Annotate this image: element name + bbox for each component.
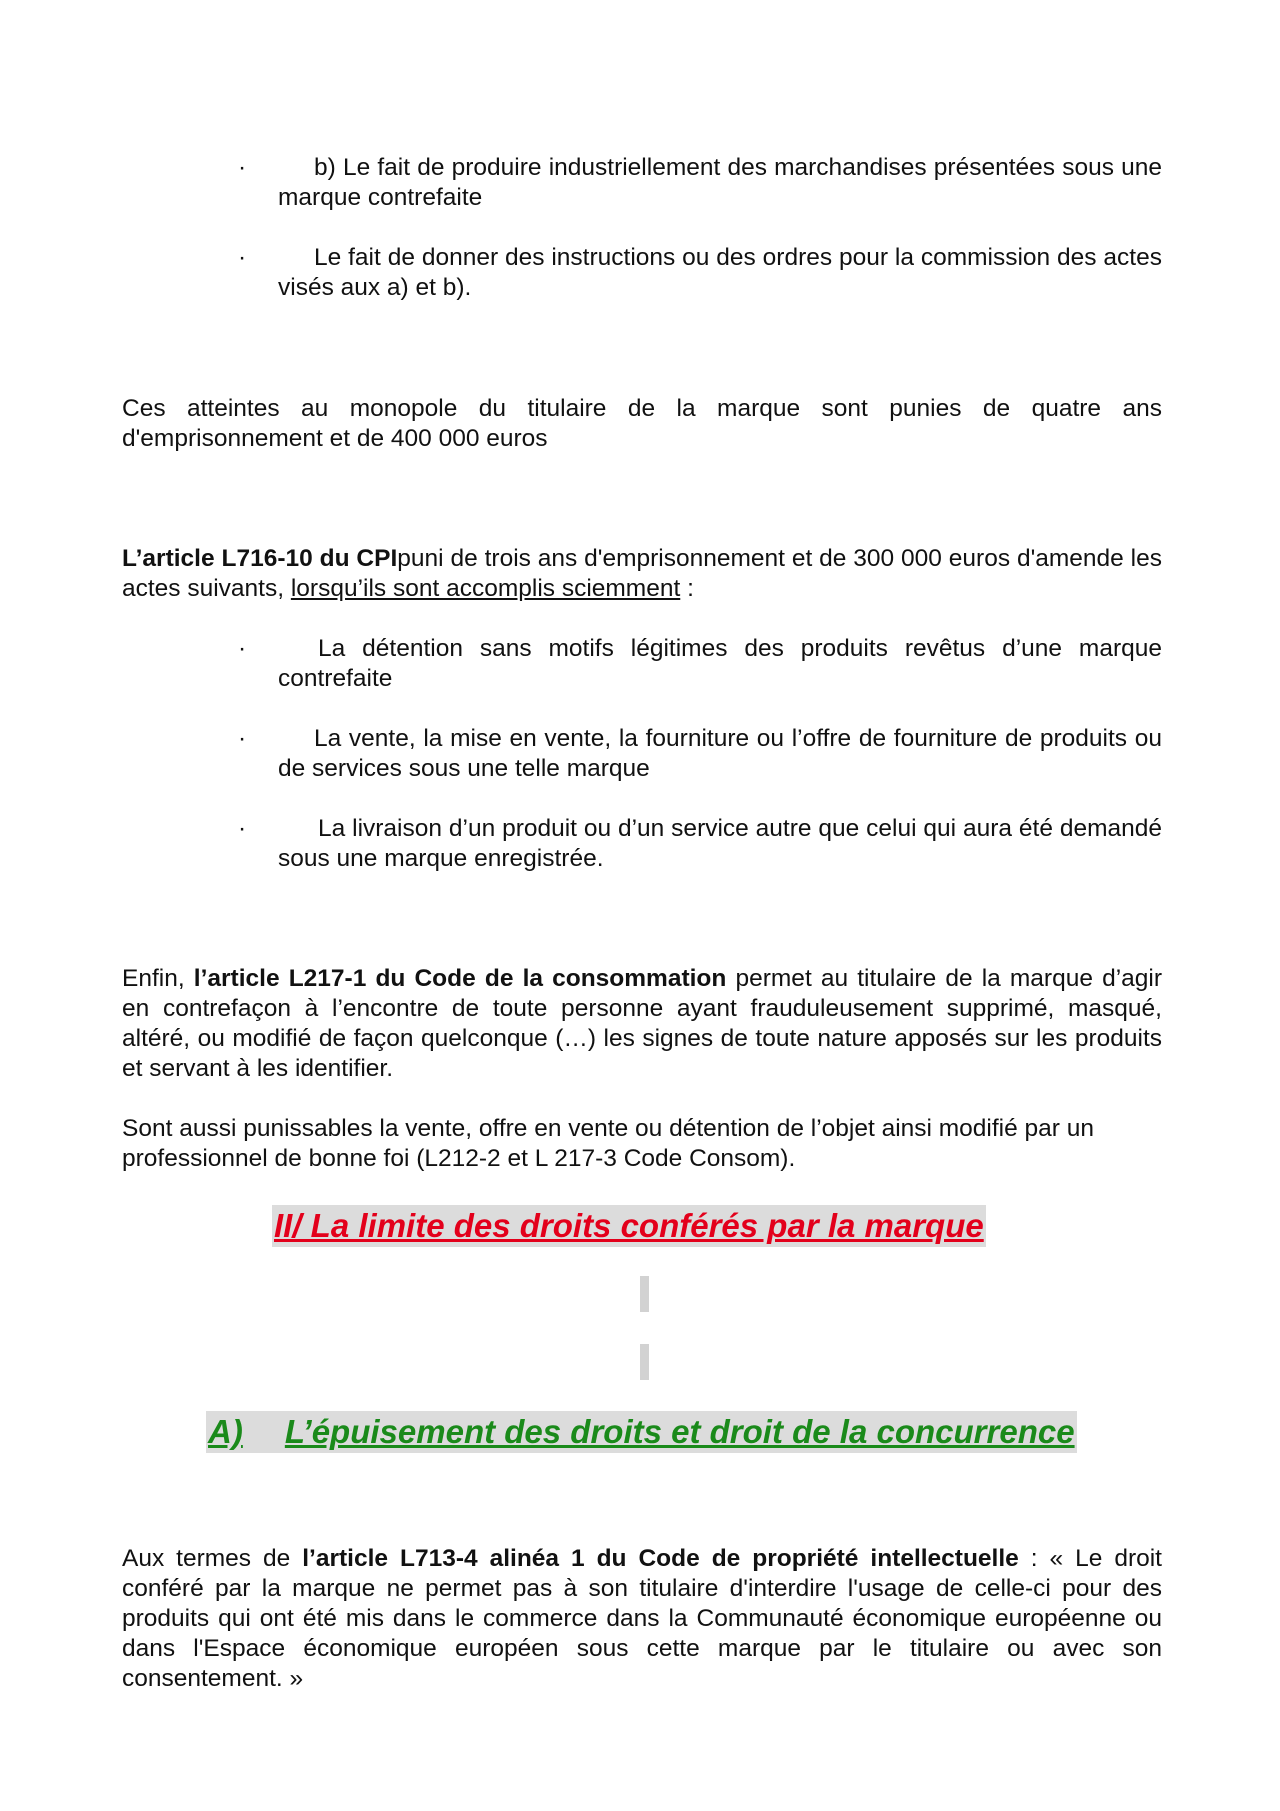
bullet-marker: · bbox=[238, 635, 247, 662]
subsection-heading bbox=[206, 1411, 1077, 1453]
bullet-item bbox=[236, 243, 1162, 303]
paragraph-l217 bbox=[122, 964, 1162, 1084]
article-reference: L’article L716-10 du CPI bbox=[122, 545, 398, 572]
paragraph-text: Enfin, bbox=[122, 965, 194, 992]
paragraph-l716 bbox=[122, 544, 1162, 604]
article-reference: l’article L713-4 alinéa 1 du Code de propriété intellectuelle bbox=[302, 1545, 1019, 1572]
subsection-number: A) bbox=[208, 1413, 243, 1450]
highlight-marker bbox=[640, 1344, 649, 1380]
bullet-item bbox=[236, 814, 1162, 874]
bullet-text: La livraison d’un produit ou d’un service autre que celui qui aura été demandé sous une marque enregistrée. bbox=[278, 815, 1162, 872]
paragraph-penalties: Ces atteintes au monopole du titulaire de la marque sont punies de quatre ans d'emprisonnement et de 400 000 euros bbox=[122, 395, 1162, 452]
paragraph-text: : « Le droit conféré par la marque ne permet pas à son titulaire d'interdire l'usage de celle-ci pour des produits qui ont été mis dans le commerce dans la Communauté économique européenne ou dans l'Espace économique européen sous cette marque par le titulaire ou avec son consentement. » bbox=[122, 1545, 1162, 1692]
section-heading: II/ La limite des droits conférés par la marque bbox=[272, 1205, 986, 1247]
bullet-text: b) Le fait de produire industriellement des marchandises présentées sous une marque contrefaite bbox=[278, 154, 1162, 211]
bullet-item bbox=[236, 634, 1162, 694]
underlined-text: lorsqu’ils sont accomplis sciemment bbox=[290, 575, 681, 602]
bullet-text: Le fait de donner des instructions ou des ordres pour la commission des actes visés aux a) et b). bbox=[278, 244, 1162, 301]
bullet-marker: · bbox=[238, 244, 247, 271]
paragraph-l713 bbox=[122, 1544, 1162, 1694]
paragraph-text: : bbox=[680, 575, 694, 602]
bullet-marker: · bbox=[238, 154, 247, 181]
bullet-text: La vente, la mise en vente, la fourniture ou l’offre de fourniture de produits ou de services sous une telle marque bbox=[278, 725, 1162, 782]
article-reference: l’article L217-1 du Code de la consommation bbox=[193, 965, 727, 992]
bullet-item bbox=[236, 153, 1162, 213]
paragraph-punissables: Sont aussi punissables la vente, offre en vente ou détention de l’objet ainsi modifié par un professionnel de bonne foi (L212-2 et L 217-3 Code Consom). bbox=[122, 1115, 1095, 1172]
paragraph-text: permet au titulaire de la marque d’agir en contrefaçon à l’encontre de toute personne ayant frauduleusement supprimé, masqué, altéré, ou modifié de façon quelconque (…) les signes de toute nature apposés sur les produits et servant à les identifier. bbox=[122, 965, 1162, 1082]
bullet-text: La détention sans motifs légitimes des produits revêtus d’une marque contrefaite bbox=[278, 635, 1162, 692]
highlight-marker bbox=[640, 1276, 649, 1312]
paragraph-text: puni de trois ans d'emprisonnement et de 300 000 euros d'amende les actes suivants, bbox=[122, 545, 1162, 602]
bullet-item bbox=[236, 724, 1162, 784]
bullet-marker: · bbox=[238, 815, 247, 842]
bullet-marker: · bbox=[238, 725, 247, 752]
subsection-title: L’épuisement des droits et droit de la concurrence bbox=[284, 1413, 1075, 1450]
paragraph-text: Aux termes de bbox=[122, 1545, 303, 1572]
